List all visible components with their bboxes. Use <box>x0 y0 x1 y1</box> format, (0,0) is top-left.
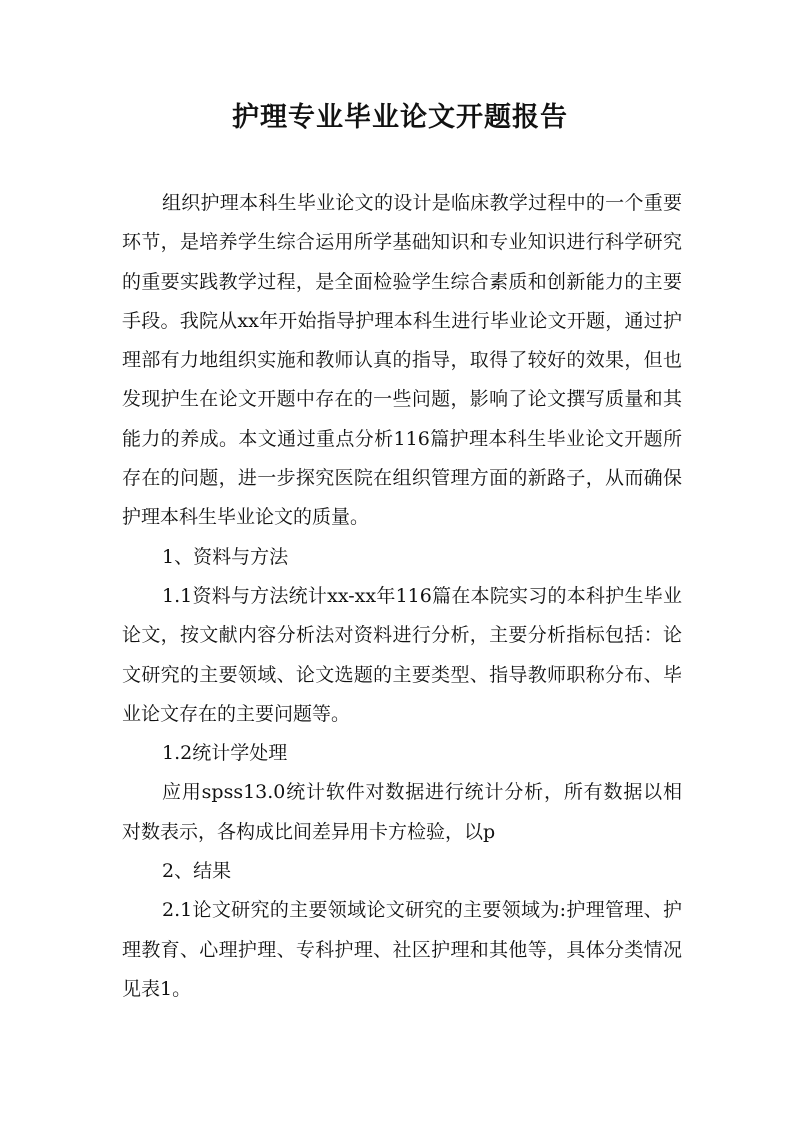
materials-methods-paragraph: 1.1资料与方法统计xx-xx年116篇在本院实习的本科护生毕业论文，按文献内容分析法对资料进行分析，主要分析指标包括：论文研究的主要领域、论文选题的主要类型、指导教师职称分布、毕业论文存在的主要问题等。 <box>122 584 682 725</box>
subsection-heading-statistics: 1.2统计学处理 <box>162 742 288 765</box>
results-paragraph: 2.1论文研究的主要领域论文研究的主要领域为:护理管理、护理教育、心理护理、专科护理、社区护理和其他等，具体分类情况见表1。 <box>122 899 682 1000</box>
section-heading-materials-methods: 1、资料与方法 <box>162 545 289 568</box>
intro-paragraph: 组织护理本科生毕业论文的设计是临床教学过程中的一个重要环节，是培养学生综合运用所学基础知识和专业知识进行科学研究的重要实践教学过程，是全面检验学生综合素质和创新能力的主要手段。我院从xx年开始指导护理本科生进行毕业论文开题，通过护理部有力地组织实施和教师认真的指导，取得了较好的效果，但也发现护生在论文开题中存在的一些问题，影响了论文撰写质量和其能力的养成。本文通过重点分析116篇护理本科生毕业论文开题所存在的问题，进一步探究医院在组织管理方面的新路子，从而确保护理本科生毕业论文的质量。 <box>122 192 682 529</box>
statistics-paragraph: 应用spss13.0统计软件对数据进行统计分析，所有数据以相对数表示，各构成比间差异用卡方检验，以p <box>122 781 682 843</box>
section-heading-results: 2、结果 <box>162 860 232 883</box>
document-title: 护理专业毕业论文开题报告 <box>232 102 568 133</box>
document-body <box>122 184 682 1009</box>
